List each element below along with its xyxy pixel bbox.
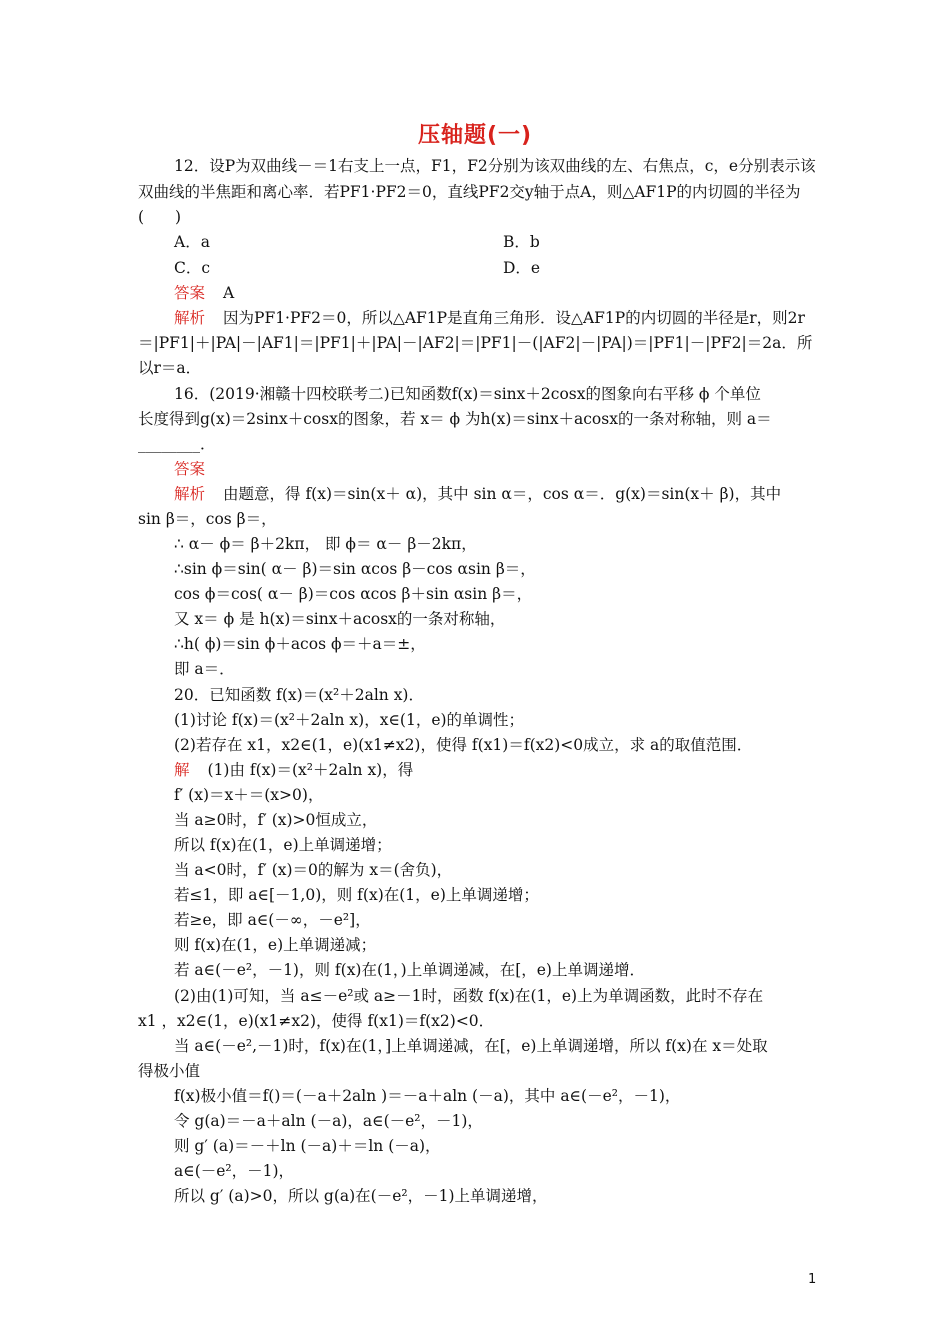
q20-solution-text-1: (1)由 f(x)＝(x²＋2aln x)，得 — [207, 761, 414, 779]
q16-answer-label: 答案 — [174, 460, 206, 478]
q12-option-c: C．c — [174, 259, 211, 277]
q16-analysis-line-7: ∴h( ϕ)＝sin ϕ＋acos ϕ＝＋a＝±， — [174, 635, 426, 653]
q20-solution-line-17: a∈(－e²，－1)， — [174, 1162, 295, 1180]
q20-line-2: (1)讨论 f(x)＝(x²＋2aln x)，x∈(1，e)的单调性； — [174, 711, 525, 729]
q20-solution-line-3: 当 a≥0时，f′ (x)>0恒成立， — [174, 811, 378, 829]
q12-line-1: 12．设P为双曲线－＝1右支上一点，F1，F2分别为该双曲线的左、右焦点，c，e分别表示该 — [174, 157, 816, 175]
q20-solution-line-11: x1 ，x2∈(1，e)(x1≠x2)，使得 f(x1)＝f(x2)<0． — [138, 1012, 495, 1030]
q20-solution-line-2: f′ (x)＝x＋＝(x>0)， — [174, 786, 324, 804]
page-number: 1 — [808, 1272, 817, 1287]
q20-solution-label: 解 — [174, 761, 190, 779]
q16-analysis-line-5: cos ϕ＝cos( α－ β)＝cos αcos β＋sin αsin β＝， — [174, 585, 533, 603]
q16-analysis-line-8: 即 a＝． — [174, 660, 235, 678]
q12-answer-value: A — [223, 284, 235, 302]
q12-answer-line — [174, 283, 950, 303]
q16-analysis-line-6: 又 x＝ ϕ 是 h(x)＝sinx＋acosx的一条对称轴， — [174, 610, 506, 628]
q20-solution-line-7: 若≥e，即 a∈(－∞，－e²]， — [174, 911, 371, 929]
q12-line-2: 双曲线的半焦距和离心率．若PF1·PF2＝0，直线PF2交y轴于点A，则△AF1P的内切圆的半径为 — [138, 183, 801, 201]
q16-analysis-line-2: sin β＝，cos β＝， — [138, 510, 277, 528]
q12-analysis-text-1: 因为PF1·PF2＝0，所以△AF1P是直角三角形．设△AF1P的内切圆的半径是r，则2r — [223, 309, 805, 327]
q12-option-d: D．e — [503, 259, 541, 277]
q12-line-3: ( ) — [138, 208, 182, 226]
q12-option-b: B．b — [503, 233, 540, 251]
q16-analysis-line-1 — [174, 484, 950, 504]
q12-analysis-line-2: ＝|PF1|＋|PA|－|AF1|＝|PF1|＋|PA|－|AF2|＝|PF1|－(|AF2|－|PA|)＝|PF1|－|PF2|＝2a．所 — [138, 334, 813, 352]
q12-option-a: A．a — [174, 233, 210, 251]
q16-line-3: ________． — [138, 435, 216, 453]
q16-line-2: 长度得到g(x)＝2sinx＋cosx的图象，若 x＝ ϕ 为h(x)＝sinx＋acosx的一条对称轴，则 a＝ — [138, 410, 772, 428]
q20-solution-line-12: 当 a∈(－e²,－1)时，f(x)在(1，]上单调递减，在[，e)上单调递增，所以 f(x)在 x＝处取 — [174, 1037, 768, 1055]
q12-analysis-line-3: 以r＝a． — [138, 359, 202, 377]
q20-solution-line-18: 所以 g′ (a)>0，所以 g(a)在(－e²，－1)上单调递增， — [174, 1187, 548, 1205]
q20-line-3: (2)若存在 x1，x2∈(1，e)(x1≠x2)，使得 f(x1)＝f(x2)<0成立，求 a的取值范围． — [174, 736, 753, 754]
q20-solution-line-13: 得极小值 — [138, 1062, 201, 1080]
q20-solution-line-4: 所以 f(x)在(1，e)上单调递增； — [174, 836, 392, 854]
q12-analysis-line-1 — [174, 308, 950, 328]
q20-solution-line-9: 若 a∈(－e²，－1)，则 f(x)在(1，)上单调递减，在[，e)上单调递增． — [174, 961, 645, 979]
q16-answer-line — [174, 459, 950, 479]
q16-analysis-line-4: ∴sin ϕ＝sin( α－ β)＝sin αcos β－cos αsin β＝， — [174, 560, 536, 578]
q20-solution-line-6: 若≤1，即 a∈[－1,0)，则 f(x)在(1，e)上单调递增； — [174, 886, 539, 904]
page-title: 压轴题(一) — [417, 123, 533, 148]
q16-analysis-label: 解析 — [174, 485, 206, 503]
q20-solution-line-15: 令 g(a)＝－a＋aln (－a)，a∈(－e²，－1)， — [174, 1112, 483, 1130]
q20-solution-line-16: 则 g′ (a)＝－＋ln (－a)＋＝ln (－a)， — [174, 1137, 441, 1155]
q20-line-1: 20．已知函数 f(x)＝(x²＋2aln x)． — [174, 686, 424, 704]
q16-line-1: 16．(2019·湘赣十四校联考二)已知函数f(x)＝sinx＋2cosx的图象向右平移 ϕ 个单位 — [174, 385, 761, 403]
q16-analysis-text-1: 由题意，得 f(x)＝sin(x＋ α)，其中 sin α＝，cos α＝．g(x)＝sin(x＋ β)，其中 — [223, 485, 782, 503]
q20-solution-line-5: 当 a<0时，f′ (x)＝0的解为 x＝(舍负)， — [174, 861, 453, 879]
q16-analysis-line-3: ∴ α－ ϕ＝ β＋2kπ， 即 ϕ＝ α－ β－2kπ， — [174, 535, 477, 553]
q12-analysis-label: 解析 — [174, 309, 206, 327]
q20-solution-line-8: 则 f(x)在(1，e)上单调递减； — [174, 936, 377, 954]
q20-solution-line-1 — [174, 760, 950, 780]
q12-answer-label: 答案 — [174, 284, 206, 302]
q20-solution-line-14: f(x)极小值＝f()＝(－a＋2aln )＝－a＋aln (－a)，其中 a∈(－e²，－1)， — [174, 1087, 681, 1105]
q20-solution-line-10: (2)由(1)可知，当 a≤－e²或 a≥－1时，函数 f(x)在(1，e)上为单调函数，此时不存在 — [174, 987, 764, 1005]
